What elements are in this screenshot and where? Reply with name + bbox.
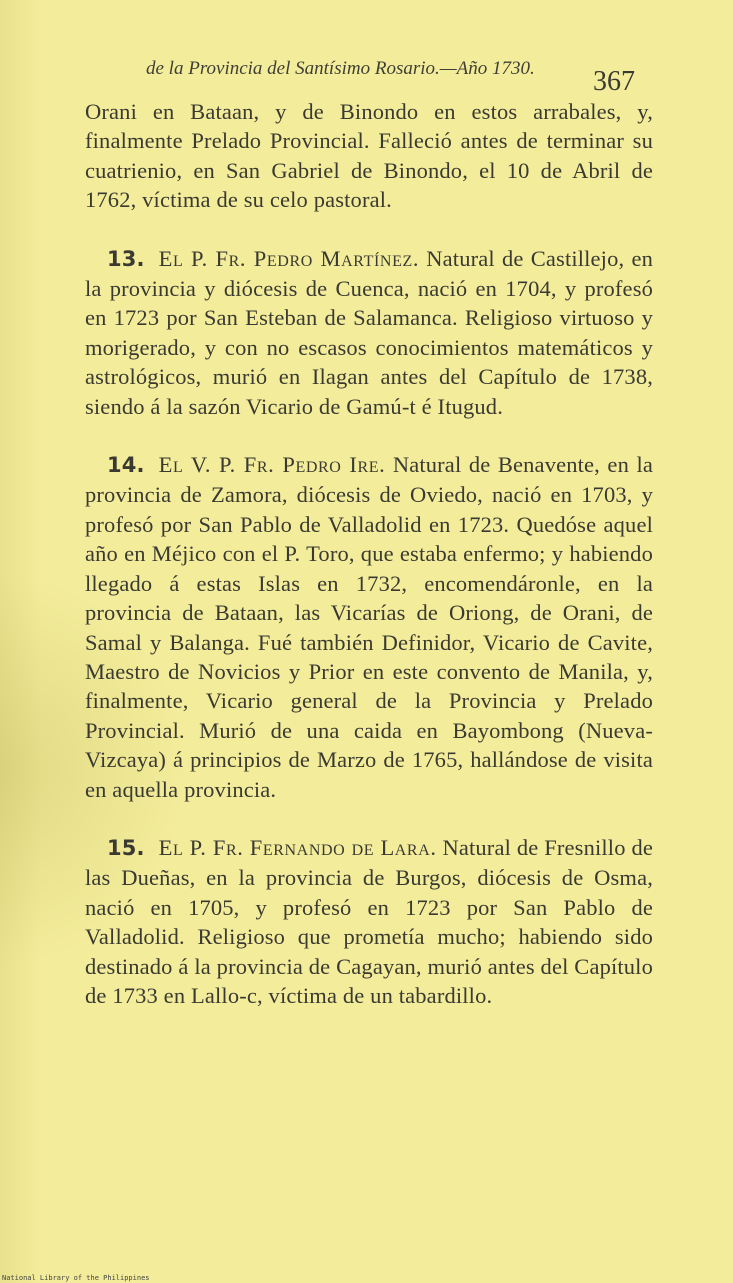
entry-number: 15. [107, 835, 145, 860]
entry-name: El P. Fr. Pedro Martínez. [158, 245, 420, 271]
page-number: 367 [593, 66, 635, 97]
continuation-paragraph: Orani en Bataan, y de Binondo en estos arrabales, y, finalmente Prelado Provincial. Falleció antes de terminar su cuatrienio, en San Gabriel de Binondo, el 10 de Abril de 1762, víctima de su celo pastoral. [85, 99, 653, 213]
entry-15 [85, 833, 653, 1010]
scan-credit: National Library of the Philippines [2, 1274, 150, 1282]
entry-number: 13. [107, 246, 145, 271]
entry-text: Natural de Benavente, en la provincia de Zamora, diócesis de Oviedo, nació en 1703, y profesó por San Pablo de Valladolid en 1723. Quedóse aquel año en Méjico con el P. Toro, que estaba enfermo; y habiendo llegado á estas Islas en 1732, encomendáronle, en la provincia de Bataan, las Vicarías de Oriong, de Orani, de Samal y Balanga. Fué también Definidor, Vicario de Cavite, Maestro de Novicios y Prior en este convento de Manila, y, finalmente, Vicario general de la Provincia y Prelado Provincial. Murió de una caida en Bayombong (Nueva-Vizcaya) á principios de Marzo de 1765, hallándose de visita en aquella provincia. [85, 452, 653, 802]
page-body [85, 97, 653, 1010]
running-title: de la Provincia del Santísimo Rosario.—Año 1730. [146, 58, 535, 79]
entry-text: Natural de Castillejo, en la provincia y diócesis de Cuenca, nació en 1704, y profesó en 1723 por San Esteban de Salamanca. Religioso virtuoso y morigerado, y con no escasos conocimientos matemáticos y astrológicos, murió en Ilagan antes del Capítulo de 1738, siendo á la sazón Vicario de Gamú-t é Itugud. [85, 245, 654, 419]
entry-name: El P. Fr. Fernando de Lara. [158, 834, 437, 860]
entry-number: 14. [107, 453, 145, 478]
entry-14 [85, 450, 653, 804]
entry-13 [85, 244, 653, 421]
entry-name: El V. P. Fr. Pedro Ire. [158, 452, 386, 478]
entry-text: Natural de Fresnillo de las Dueñas, en la provincia de Burgos, diócesis de Osma, nació en 1705, y profesó en 1723 por San Pablo de Valladolid. Religioso que prometía mucho; habiendo sido destinado á la provincia de Cagayan, murió antes del Capítulo de 1733 en Lallo-c, víctima de un tabardillo. [85, 834, 653, 1008]
